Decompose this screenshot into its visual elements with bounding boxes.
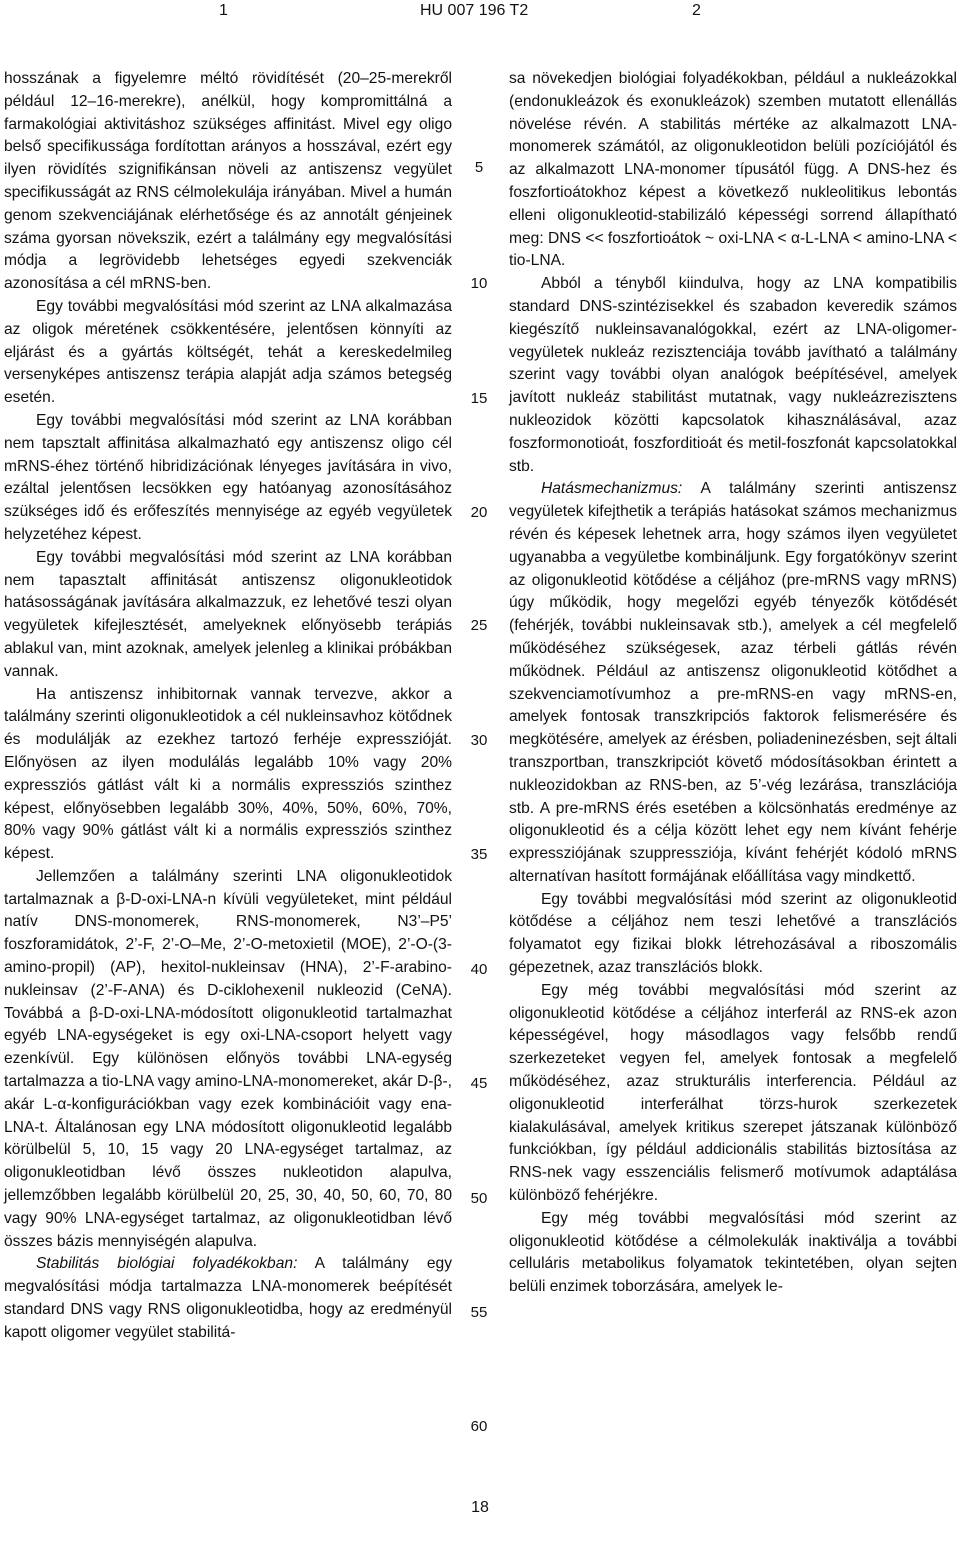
section-label: Stabilitás biológiai folyadékokban: — [36, 1255, 298, 1273]
document-id: HU 007 196 T2 — [420, 2, 529, 19]
line-number: 30 — [470, 732, 488, 749]
right-column — [509, 68, 957, 1299]
line-number: 50 — [470, 1190, 488, 1207]
paragraph: Jellemzően a találmány szerinti LNA oligonukleotidok tartalmaznak a β-D-oxi-LNA-n kívüli vegyületeket, mint például natív DNS-monomerek, RNS-monomerek, N3’–P5’ foszforamidátok, 2’-F, 2’-O–Me, 2’-O-metoxietil (MOE), 2’-O-(3-amino-propil) (AP), hexitol-nukleinsav (HNA), 2’-F-arabino-nukleinsav (2’-F-ANA) és D-ciklohexenil nukleozid (CeNA). Továbbá a β-D-oxi-LNA-módosított oligonukleotid tartalmazhat egyéb LNA-egységeket is egy oxi-LNA-csoport helyett vagy ezenkívül. Egy különösen előnyös további LNA-egység tartalmazza a tio-LNA vagy amino-LNA-monomereket, akár D-β-, akár L-α-konfigurációkban vagy ezek kombinációit vagy ena-LNA-t. Általánosan egy LNA módosított oligonukleotid legalább körülbelül 5, 10, 15 vagy 20 LNA-egységet tartalmaz, az oligonukleotidban lévő összes nukleotidon alapulva, jellemzőbben legalább körülbelül 20, 25, 30, 40, 50, 60, 70, 80 vagy 90% LNA-egységet tartalmaz, az oligonukleotidban lévő összes bázis mennyiségén alapulva. — [4, 867, 452, 1250]
paragraph: Egy további megvalósítási mód szerint az LNA alkalmazása az oligok méretének csökkentésére, jelentősen könnyíti az eljárást és a gyártás költségét, tehát a kereskedelmileg versenyképes antiszensz terápia alapját adja számos betegség esetén. — [4, 297, 452, 407]
line-number: 45 — [470, 1075, 488, 1092]
section-label: Hatásmechanizmus: — [541, 480, 683, 498]
line-number: 10 — [470, 275, 488, 292]
paragraph: Abból a tényből kiindulva, hogy az LNA kompatibilis standard DNS-szintézisekkel és szabadon keveredik számos kiegészítő nukleinsavanalógokkal, ezért az LNA-oligomer-vegyületek nukleáz rezisztenciája tovább javítható a találmány szerint vagy további olyan analógok beépítésével, amelyek javított nukleáz stabilitást mutatnak, vagy nukleázrezisztens nukleozidok közötti kapcsolatok kihasználásával, azaz foszformonotioát, foszforditioát és metil-foszfonát kapcsolatokkal stb. — [509, 275, 957, 475]
paragraph-text: A találmány egy megvalósítási módja tartalmazza LNA-monomerek beépítését standard DNS vagy RNS oligonukleotidba, hogy az eredményül kapott oligomer vegyület stabilitá- — [4, 1255, 453, 1341]
paragraph: Egy még további megvalósítási mód szerint az oligonukleotid kötődése a célmolekulák inaktiválja a további celluláris metabolikus folyamatok tekintetében, olyan sejten belüli enzimek toborzására, amelyek le- — [509, 1209, 957, 1296]
left-page-number: 1 — [219, 2, 228, 19]
paragraph — [4, 1253, 452, 1344]
paragraph-text: A találmány szerinti antiszensz vegyületek kifejthetik a terápiás hatásokat számos mechanizmus révén és képesek lehetnek arra, hogy számos ilyen vegyületet ugyanabba a vegyületbe kombináljunk. Egy forgatókönyv szerint az oligonukleotid kötődése a céljához (pre-mRNS vagy mRNS) úgy működik, hogy megelőzi egyéb tényezők kötődését (fehérjék, további nukleinsavak stb.), amelyek a cél megfelelő működéséhez szükségesek, azaz térbeli gátlás révén működnek. Például az antiszensz oligonukleotid kötődhet a szekvenciamotívumhoz a pre-mRNS-en vagy mRNS-en, amelyek fontosak transzkripciós faktorok felismerésére és megkötésére, amelyek az érésben, poliadeninezésben, sejt általi transzportban, transzkripciót követő módosításokban érintett a nukleozidokban az RNS-ben, az 5’-vég lezárása, transzlációja stb. A pre-mRNS érés esetében a kölcsönhatás eredménye az oligonukleotid és a célja között lehet egy nem kívánt fehérje expressziójának szuppressziója, kívánt fehérjét kódoló mRNS alternatívan hasított formájának előállítása vagy mindkettő. — [509, 480, 957, 885]
line-number: 15 — [470, 390, 488, 407]
line-number: 5 — [474, 159, 484, 176]
page-footer-number: 18 — [471, 1499, 489, 1516]
line-number: 35 — [470, 846, 488, 863]
line-number: 60 — [470, 1418, 488, 1435]
paragraph — [509, 478, 957, 888]
line-number: 25 — [470, 617, 488, 634]
paragraph: Egy további megvalósítási mód szerint az LNA korábban nem tapasztalt affinitását antiszensz oligonukleotidok hatásosságának javítására alkalmazzuk, ez lehetővé teszi olyan vegyületek kifejlesztését, amelyeknek előnyösebb terápiás ablakul van, mint azoknak, amelyek jelenleg a klinikai próbákban vannak. — [4, 548, 452, 680]
paragraph: sa növekedjen biológiai folyadékokban, például a nukleázokkal (endonukleázok és exonukleázok) szemben mutatott ellenállás növelése révén. A stabilitás mértéke az alkalmazott LNA-monomerek számától, az oligonukleotidon belüli pozíciójától és az alkalmazott LNA-monomer típusától függ. A DNS-hez és foszfortioátokhoz képest a következő nukleolitikus lebontás elleni oligonukleotid-stabilizáló képességi sorrend állapítható meg: DNS << foszfortioátok ~ oxi-LNA < α-L-LNA < amino-LNA < tio-LNA. — [509, 70, 957, 270]
line-number: 40 — [470, 961, 488, 978]
paragraph: Egy további megvalósítási mód szerint az LNA korábban nem tapsztalt affinitása alkalmazható egy antiszensz oligo cél mRNS-éhez történő hibridizációnak lényeges javítására in vivo, ezáltal jelentősen lecsökken egy hatóanyag azonosításához szükséges idő és erőfeszítés mennyisége az egyéb vegyületek helyzetéhez képest. — [4, 411, 452, 543]
page-header — [0, 0, 960, 30]
line-number: 55 — [470, 1304, 488, 1321]
left-column — [4, 68, 452, 1345]
line-number: 20 — [470, 504, 488, 521]
right-page-number: 2 — [692, 2, 701, 19]
paragraph: Egy további megvalósítási mód szerint az oligonukleotid kötődése a céljához nem teszi lehetővé a transzlációs folyamatot egy fizikai blokk létrehozásával a riboszomális gépezetnek, azaz transzlációs blokk. — [509, 890, 957, 977]
paragraph: hosszának a figyelemre méltó rövidítését (20–25-merekről például 12–16-merekre), anélkül, hogy kompromittálná a farmakológiai aktivitáshoz szükséges affinitást. Mivel egy oligo belső specifikussága fordítottan arányos a hosszával, ezért egy ilyen rövidítés szignifikánsan növeli az antiszensz vegyület specifikusságát az RNS célmolekulája irányában. Mivel a humán genom szekvenciájának elérhetősége és az annotált génjeinek száma gyorsan növekszik, ezért a találmány egy megvalósítási módja a legrövidebb lehetséges egyedi szekvenciák azonosítása a cél mRNS-ben. — [4, 70, 452, 293]
paragraph: Ha antiszensz inhibitornak vannak tervezve, akkor a találmány szerinti oligonukleotidok a cél nukleinsavhoz kötődnek és modulálják az ezekhez tartozó ferhéje expresszióját. Előnyösen az ilyen modulálás legalább 10% vagy 20% expressziós gátlást vált ki a normális expressziós szinthez képest, előnyösebben legalább 30%, 40%, 50%, 60%, 70%, 80% vagy 90% gátlást vált ki a normális expressziós szinthez képest. — [4, 685, 452, 863]
paragraph: Egy még további megvalósítási mód szerint az oligonukleotid kötődése a céljához interferál az RNS-ek azon képességével, hogy másodlagos vagy felsőbb rendű szerkezeteket vegyen fel, amelyek fontosak a megfelelő működéséhez, azaz strukturális interferencia. Például az oligonukleotid interferálhat törzs-hurok szerkezetek kialakulásával, amelyek kritikus szerepet játszanak különböző funkciókban, így például addicionális stabilitás biztosítása az RNS-nek vagy esszenciális felismerő motívumok adaptálása különböző fehérjékre. — [509, 981, 957, 1205]
